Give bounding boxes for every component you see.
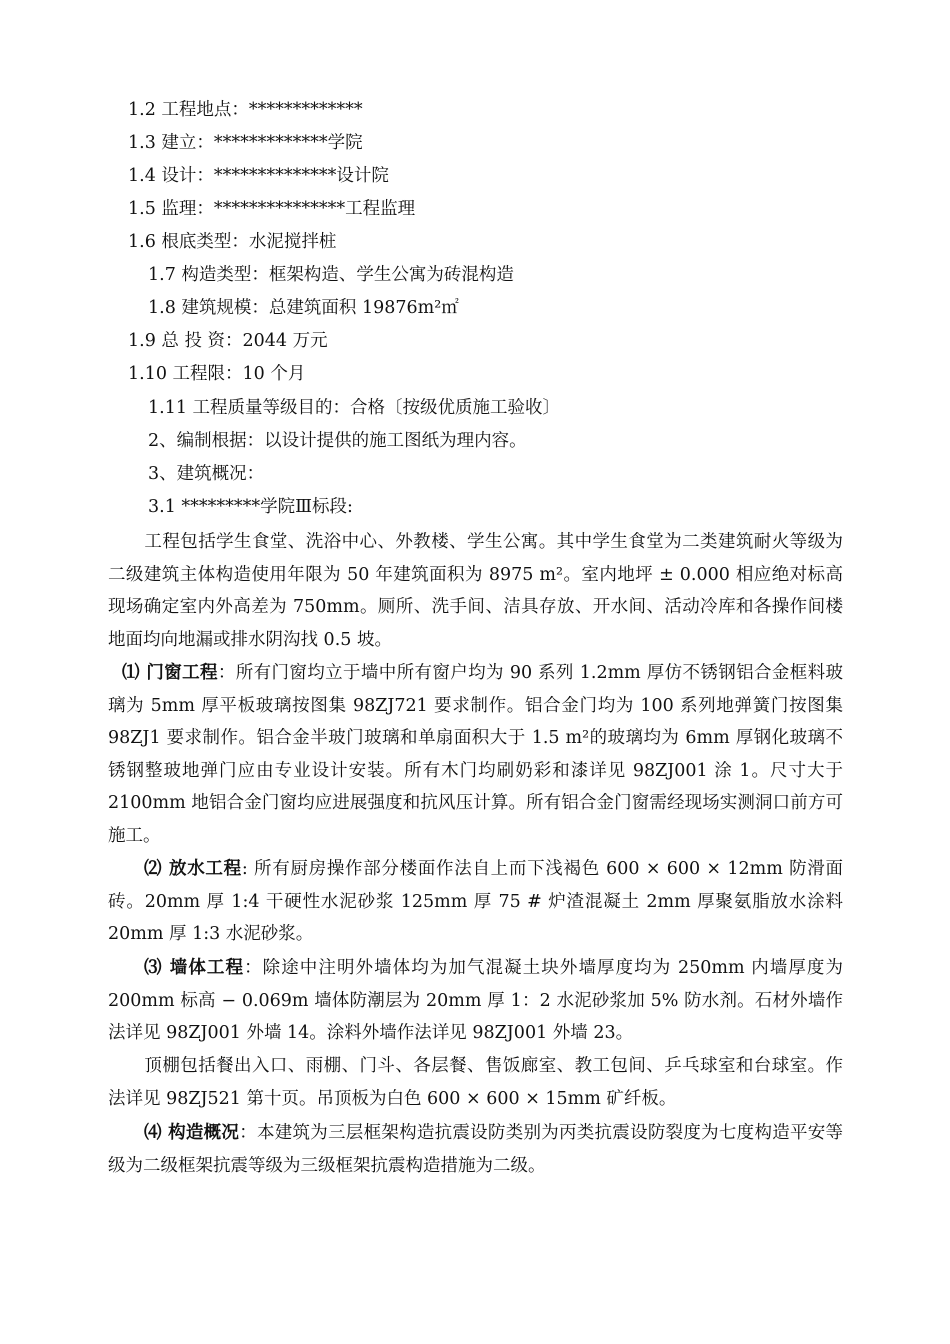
- wall-text: ：除途中注明外墙体均为加气混凝土块外墙厚度均为 250mm 内墙厚度为 200mm 标高 − 0.069m 墙体防潮层为 20mm 厚 1：2 水泥砂浆加 5% 防水剂。石材外墙作法详见 98ZJ001 外墙 14。涂料外墙作法详见 98ZJ001 外墙 23。: [108, 958, 844, 1044]
- item-1-7: 1.7 构造类型：框架构造、学生公寓为砖混构造: [148, 265, 514, 285]
- ceiling-text: 顶棚包括餐出入口、雨棚、门斗、各层餐、售饭廊室、教工包间、乒乓球室和台球室。作法详见 98ZJ521 第十页。吊顶板为白色 600 × 600 × 15mm 矿纤板。: [108, 1056, 843, 1109]
- doors-heading: ⑴ 门窗工程: [122, 663, 218, 683]
- overview-text: 工程包括学生食堂、洗浴中心、外教楼、学生公寓。其中学生食堂为二类建筑耐火等级为二级建筑主体构造使用年限为 50 年建筑面积为 8975 m²。室内地坪 ± 0.000 相应绝对标高现场确定室内外高差为 750mm。厕所、洗手间、洁具存放、开水间、活动冷库和各操作间楼地面均向地漏或排水阴沟找 0.5 坡。: [108, 532, 843, 650]
- item-1-5: 1.5 监理：***************工程监理: [128, 199, 416, 219]
- wall-heading: ⑶ 墙体工程: [144, 958, 245, 978]
- item-1-11: 1.11 工程质量等级目的：合格〔按级优质施工验收〕: [148, 398, 561, 418]
- item-1-2: 1.2 工程地点：*************: [128, 100, 363, 120]
- doors-text: ：所有门窗均立于墙中所有窗户均为 90 系列 1.2mm 厚仿不锈钢铝合金框料玻璃为 5mm 厚平板玻璃按图集 98ZJ721 要求制作。铝合金门均为 100 系列地弹簧门按图集 98ZJ1 要求制作。铝合金半玻门玻璃和单扇面积大于 1.5 m²的玻璃均为 6mm 厚钢化玻璃不锈钢整玻地弹门应由专业设计安装。所有木门均刷奶彩和漆详见 98ZJ001 涂 1。尺寸大于 2100mm 地铝合金门窗均应进展强度和抗风压计算。所有铝合金门窗需经现场实测洞口前方可施工。: [108, 663, 843, 846]
- item-3-overview: 3、建筑概况：: [148, 464, 265, 484]
- ceiling-paragraph: [108, 1050, 843, 1115]
- item-2-basis: 2、编制根据：以设计提供的施工图纸为理内容。: [148, 431, 527, 451]
- waterproof-text: : 所有厨房操作部分楼面作法自上而下浅褐色 600 × 600 × 12mm 防滑面砖。20mm 厚 1:4 干硬性水泥砂浆 125mm 厚 75 # 炉渣混凝土 2mm 厚聚氨脂放水涂料 20mm 厚 1:3 水泥砂浆。: [108, 859, 844, 945]
- item-1-3: 1.3 建立：*************学院: [128, 133, 363, 153]
- waterproof-paragraph: [108, 853, 843, 951]
- waterproof-heading: ⑵ 放水工程: [144, 859, 242, 879]
- item-1-9: 1.9 总 投 资：2044 万元: [128, 331, 328, 351]
- item-3-1: 3.1 *********学院Ⅲ标段:: [148, 497, 353, 517]
- item-1-6: 1.6 根底类型：水泥搅拌桩: [128, 232, 337, 252]
- structure-heading: ⑷ 构造概况: [144, 1123, 240, 1143]
- overview-paragraph: [108, 526, 843, 656]
- wall-paragraph: [108, 952, 843, 1050]
- structure-paragraph: [108, 1117, 843, 1182]
- item-1-8: 1.8 建筑规模：总建筑面积 19876m²㎡: [148, 298, 459, 318]
- item-1-4: 1.4 设计：**************设计院: [128, 166, 389, 186]
- structure-text: ：本建筑为三层框架构造抗震设防类别为丙类抗震设防裂度为七度构造平安等级为二级框架抗震等级为三级框架抗震构造措施为二级。: [108, 1123, 844, 1176]
- doors-paragraph: [108, 657, 843, 853]
- item-1-10: 1.10 工程限：10 个月: [128, 364, 306, 384]
